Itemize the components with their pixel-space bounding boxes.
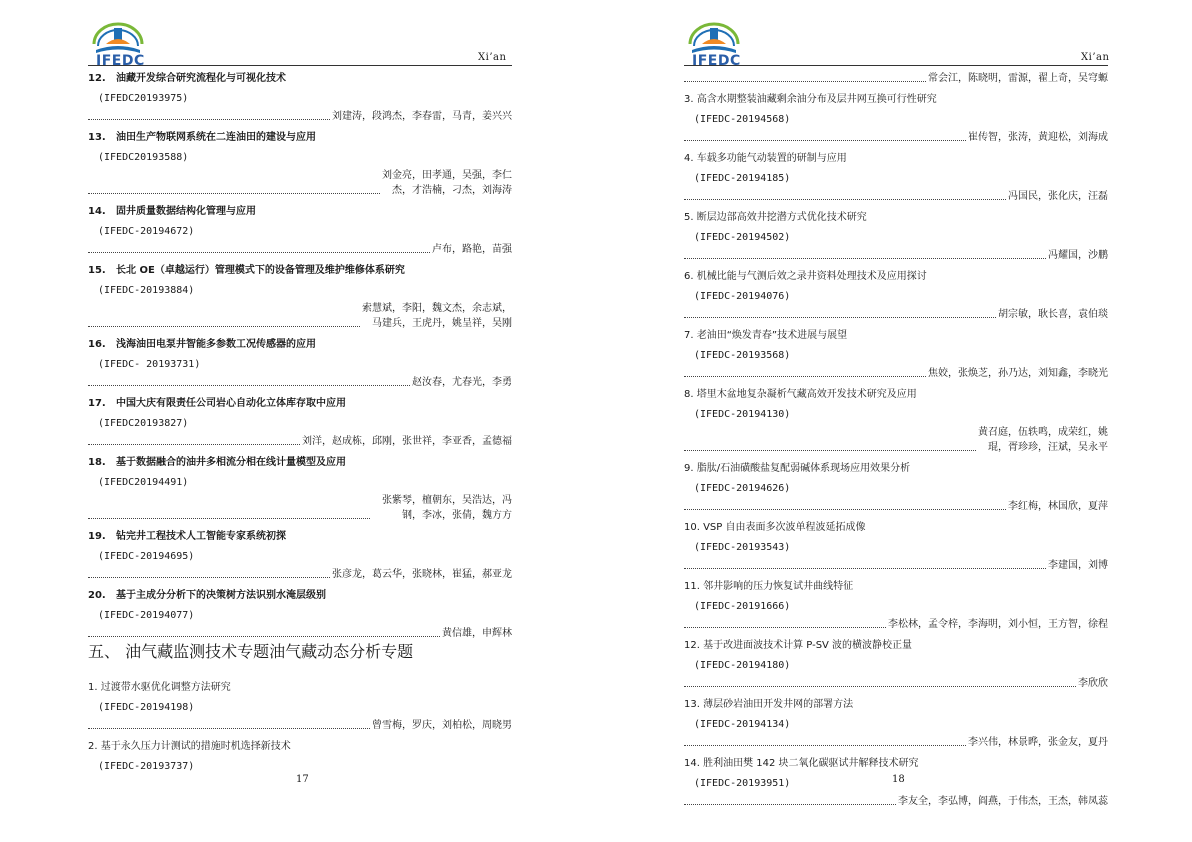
entry-authors: 李红梅，林国欣，夏萍 [1008,501,1108,512]
entry-code: (IFEDC20193588) [98,152,189,163]
leader-dots [684,803,896,805]
list-item [88,337,512,396]
list-item [88,263,512,337]
entry-title: 基于数据融合的油井多相流分相在线计量模型及应用 [116,457,346,468]
list-item [88,739,512,777]
entry-title: 固井质量数据结构化管理与应用 [116,206,256,217]
list-item [88,71,512,130]
entry-title: 过渡带水驱优化调整方法研究 [100,682,231,693]
entry-number: 8. [684,389,694,400]
entry-authors: 张紫琴，檀朝东，吴浩达，冯钢，李冰，张倩，魏方方 [382,495,512,521]
leader-dots [88,118,330,120]
ifedc-logo [684,20,744,68]
entry-number: 17. [88,398,106,409]
entry-code: (IFEDC20194491) [98,477,189,488]
leader-dots [684,685,1076,687]
entry-authors: 刘金亮，田孝通，吴强，李仁杰，才浩楠，刁杰，刘海涛 [382,170,512,196]
entry-title: 基于永久压力计测试的措施时机选择新技术 [100,741,291,752]
entry-code: (IFEDC-20193737) [98,761,195,772]
entry-title: 油藏开发综合研究流程化与可视化技术 [116,73,286,84]
list-item [684,210,1108,269]
entry-number: 15. [88,265,106,276]
entry-code: (IFEDC-20194198) [98,702,195,713]
list-item [88,396,512,455]
entry-title: 浅海油田电泵井智能多参数工况传感器的应用 [116,339,316,350]
leader-dots [88,727,370,729]
list-item [88,529,512,588]
entry-authors: 冯国民，张化庆，汪磊 [1008,191,1108,202]
list-item [88,130,512,204]
entry-code: (IFEDC-20193951) [694,778,791,789]
entry-code: (IFEDC-20194502) [694,232,791,243]
logo-text: IFEDC [692,53,741,69]
leader-dots [88,517,370,519]
entry-title: 中国大庆有限责任公司岩心自动化立体库存取中应用 [116,398,346,409]
entry-title: 钻完井工程技术人工智能专家系统初探 [116,531,286,542]
entry-title: 基于改进面波技术计算 P-SV 波的横波静校正量 [703,640,913,651]
leader-dots [88,251,430,253]
entry-number: 10. [684,522,700,533]
leader-dots [684,80,926,82]
leader-dots [684,567,1046,569]
list-item [88,204,512,263]
entry-number: 20. [88,590,106,601]
list-item [88,680,512,739]
leader-dots [684,257,1046,259]
entry-number: 2. [88,741,98,752]
entry-title: 长北 OE（卓越运行）管理模式下的设备管理及维护维修体系研究 [116,265,405,276]
page-number: 18 [892,774,905,785]
leader-dots [684,139,966,141]
entry-number: 5. [684,212,694,223]
entry-authors: 焦姣，张焕芝，孙乃达，刘知鑫，李晓光 [928,368,1108,379]
entry-code: (IFEDC-20193884) [98,285,195,296]
leader-dots [684,508,1006,510]
leader-dots [88,635,440,637]
entry-title: 高含水期整装油藏剩余油分布及层井网互换可行性研究 [696,94,937,105]
entry-number: 18. [88,457,106,468]
entry-authors: 赵汝春，尤春光，李勇 [412,377,512,388]
entry-title: 车载多功能气动装置的研制与应用 [696,153,847,164]
entry-authors: 张彦龙，葛云华，张晓林，崔猛，郝亚龙 [332,569,512,580]
list-item [88,455,512,529]
entry-code: (IFEDC-20194695) [98,551,195,562]
leader-dots [684,375,926,377]
leader-dots [88,192,380,194]
page-number: 17 [296,774,309,785]
entry-list [684,71,1108,815]
entry-authors: 冯耀国，沙鹏 [1048,250,1108,261]
list-item [684,387,1108,461]
entry-authors: 李兴伟，林景晔，张金友，夏丹 [968,737,1108,748]
entry-code: (IFEDC20193975) [98,93,189,104]
entry-code: (IFEDC-20194077) [98,610,195,621]
list-item [684,151,1108,210]
header-rule [88,65,512,66]
entry-number: 12. [684,640,700,651]
entry-number: 13. [684,699,700,710]
entry-title: VSP 自由表面多次波单程波延拓成像 [703,522,866,533]
entry-code: (IFEDC-20194626) [694,483,791,494]
entry-code: (IFEDC-20193543) [694,542,791,553]
list-item [684,92,1108,151]
entry-code: (IFEDC20193827) [98,418,189,429]
entry-code: (IFEDC-20194134) [694,719,791,730]
leader-dots [684,449,976,451]
leader-dots [684,316,996,318]
list-item [684,328,1108,387]
entry-title: 塔里木盆地复杂凝析气藏高效开发技术研究及应用 [696,389,917,400]
entry-number: 3. [684,94,694,105]
entry-title: 断层边部高效井挖潜方式优化技术研究 [696,212,867,223]
header-city: Xi’an [478,52,507,63]
entry-title: 脂肽/石油磺酸盐复配弱碱体系现场应用效果分析 [696,463,911,474]
entry-code: (IFEDC-20194568) [694,114,791,125]
entry-title: 老油田“焕发青春”技术进展与展望 [696,330,848,341]
entry-code: (IFEDC-20194130) [694,409,791,420]
entry-title: 机械比能与气测后效之录井资料处理技术及应用探讨 [696,271,927,282]
list-item [684,269,1108,328]
entry-number: 13. [88,132,106,143]
list-item [684,579,1108,638]
entry-authors: 李建国，刘博 [1048,560,1108,571]
entry-authors: 索慧斌，李阳，魏文杰，余志斌，马建兵，王虎丹，姚呈祥，吴刚 [362,303,512,329]
entry-authors: 崔传智，张涛，黄迎松，刘海成 [968,132,1108,143]
entry-number: 19. [88,531,106,542]
logo-text: IFEDC [96,53,145,69]
entry-authors: 黄信雄，申辉林 [442,628,512,639]
entry-title: 胜利油田樊 142 块二氧化碳驱试井解释技术研究 [703,758,919,769]
entry-number: 11. [684,581,700,592]
entry-title: 薄层砂岩油田开发井网的部署方法 [703,699,854,710]
entry-authors: 胡宗敏，耿长喜，袁伯琰 [998,309,1108,320]
entry-title: 邻井影响的压力恢复试井曲线特征 [703,581,854,592]
entry-code: (IFEDC-20194185) [694,173,791,184]
entry-number: 1. [88,682,98,693]
leader-dots [88,384,410,386]
ifedc-logo [88,20,148,68]
entry-number: 7. [684,330,694,341]
entry-number: 9. [684,463,694,474]
header-rule [684,65,1108,66]
entry-authors: 李松林，孟令梓，李海明，刘小恒，王方智，徐程 [888,619,1108,630]
entry-number: 14. [88,206,106,217]
section-heading: 五、 油气藏监测技术专题油气藏动态分析专题 [88,642,414,661]
entry-number: 6. [684,271,694,282]
list-item [684,638,1108,697]
list-item [88,588,512,647]
entry-authors: 卢布，路艳，苗强 [432,244,512,255]
entry-code: (IFEDC-20194672) [98,226,195,237]
entry-code: (IFEDC- 20193731) [98,359,201,370]
entry-number: 4. [684,153,694,164]
entry-number: 12. [88,73,106,84]
entry-number: 14. [684,758,700,769]
entry-authors: 刘洋，赵成栋，邱刚，张世祥，李亚香，孟德福 [302,436,512,447]
entry-code: (IFEDC-20194076) [694,291,791,302]
entry-authors: 曾雪梅，罗庆，刘柏松，周晓男 [372,720,512,731]
entry-title: 基于主成分分析下的决策树方法识别水淹层级别 [116,590,326,601]
entry-title: 油田生产物联网系统在二连油田的建设与应用 [116,132,316,143]
entry-authors: 刘建涛，段鸿杰，李春雷，马青，姜兴兴 [332,111,512,122]
leader-dots [88,325,360,327]
continued-authors-row [684,71,1108,86]
entry-authors: 常会江，陈晓明，雷源，翟上奇，吴穹螈 [928,73,1108,84]
leader-dots [88,576,330,578]
leader-dots [684,744,966,746]
entry-list [88,71,512,647]
entry-code: (IFEDC-20191666) [694,601,791,612]
entry-code: (IFEDC-20194180) [694,660,791,671]
header-city: Xi’an [1081,52,1110,63]
list-item [684,697,1108,756]
list-item [684,756,1108,815]
list-item [684,520,1108,579]
entry-code: (IFEDC-20193568) [694,350,791,361]
right-page [596,0,1192,842]
entry-authors: 李友全，李弘博，阎燕，于伟杰，王杰，韩凤蕊 [898,796,1108,807]
list-item [684,461,1108,520]
entry-authors: 黄召庭，伍轶鸣，成荣红，姚琨，胥珍珍，汪斌，吴永平 [978,427,1108,453]
leader-dots [88,443,300,445]
leader-dots [684,198,1006,200]
entry-authors: 李欣欣 [1078,678,1108,689]
leader-dots [684,626,886,628]
entry-number: 16. [88,339,106,350]
section-entry-list [88,680,512,777]
